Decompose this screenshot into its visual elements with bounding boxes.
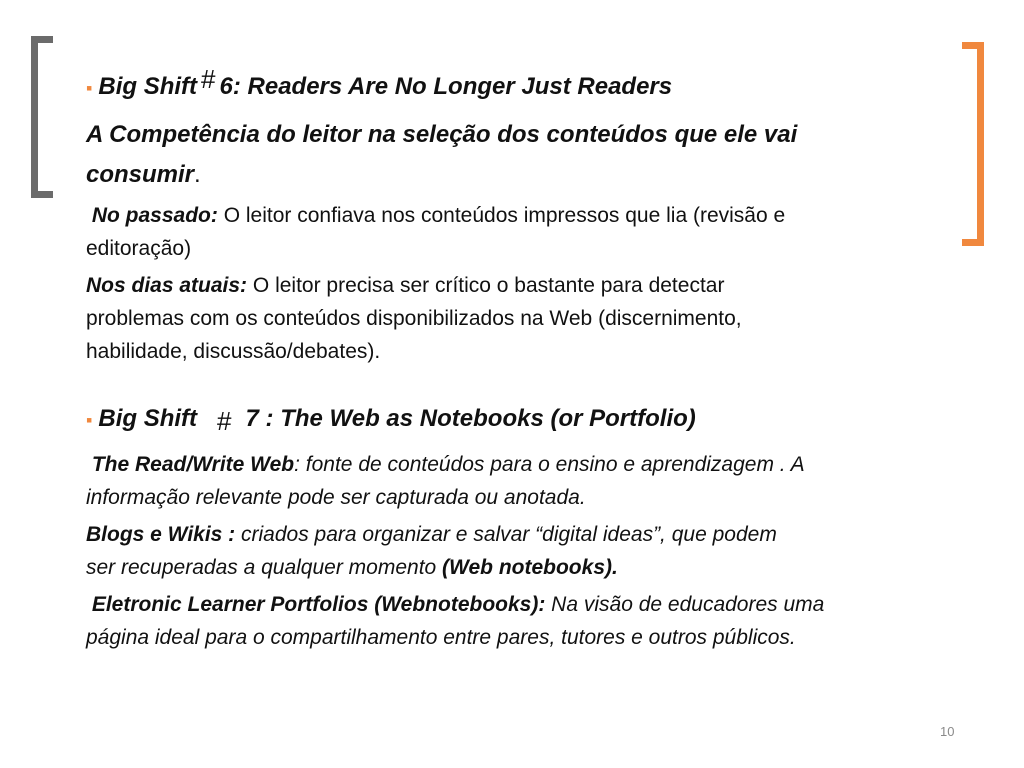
competence-consumir: consumir bbox=[86, 161, 195, 188]
big-shift-label: Big Shift bbox=[98, 73, 198, 100]
slide-content bbox=[86, 62, 981, 654]
readwrite-paragraph bbox=[86, 448, 981, 514]
hash-symbol: # bbox=[201, 64, 216, 94]
portfolios-label: Eletronic Learner Portfolios (Webnotebooks): bbox=[91, 593, 546, 616]
atuais-label: Nos dias atuais: bbox=[86, 274, 248, 297]
atuais-text-2: problemas com os conteúdos disponibilizados na Web (discernimento, bbox=[86, 307, 742, 330]
blogs-text-1: criados para organizar e salvar “digital ideas”, que podem bbox=[235, 523, 777, 546]
blogs-label: Blogs e Wikis : bbox=[86, 523, 236, 546]
hash-symbol: # bbox=[217, 406, 232, 436]
big-shift-label: Big Shift bbox=[98, 405, 198, 432]
competence-line-1: A Competência do leitor na seleção dos conteúdos que ele vai bbox=[86, 121, 798, 148]
atuais-text-3: habilidade, discussão/debates). bbox=[86, 340, 381, 363]
atuais-paragraph bbox=[86, 269, 981, 368]
blogs-web-notebooks: (Web notebooks). bbox=[442, 556, 618, 579]
portfolios-text-2: página ideal para o compartilhamento entre pares, tutores e outros públicos. bbox=[86, 626, 796, 649]
competence-line-2 bbox=[86, 155, 981, 195]
bullet-icon: ▪ bbox=[86, 410, 93, 430]
page-number: 10 bbox=[940, 724, 955, 739]
portfolios-paragraph bbox=[86, 588, 981, 654]
readwrite-label: The Read/Write Web bbox=[91, 453, 295, 476]
bullet-icon: ▪ bbox=[86, 78, 93, 98]
passado-text-2: editoração) bbox=[86, 237, 192, 260]
atuais-text-1: O leitor precisa ser crítico o bastante para detectar bbox=[247, 274, 725, 297]
blogs-paragraph bbox=[86, 518, 981, 584]
passado-label: No passado: bbox=[91, 204, 218, 227]
passado-paragraph bbox=[86, 199, 981, 265]
readwrite-text-2: informação relevante pode ser capturada ou anotada. bbox=[86, 486, 586, 509]
readwrite-text-1: : fonte de conteúdos para o ensino e aprendizagem . A bbox=[294, 453, 805, 476]
portfolios-text-1: Na visão de educadores uma bbox=[545, 593, 825, 616]
competence-period: . bbox=[194, 161, 201, 188]
blogs-text-2: ser recuperadas a qualquer momento bbox=[86, 556, 443, 579]
left-bracket-decoration bbox=[31, 36, 53, 198]
big-shift-6-title: 6: Readers Are No Longer Just Readers bbox=[219, 73, 673, 100]
big-shift-7-heading bbox=[86, 402, 981, 438]
passado-text-1: O leitor confiava nos conteúdos impressos que lia (revisão e bbox=[217, 204, 786, 227]
big-shift-7-title: 7 : The Web as Notebooks (or Portfolio) bbox=[245, 405, 696, 432]
big-shift-6-heading bbox=[86, 62, 981, 105]
